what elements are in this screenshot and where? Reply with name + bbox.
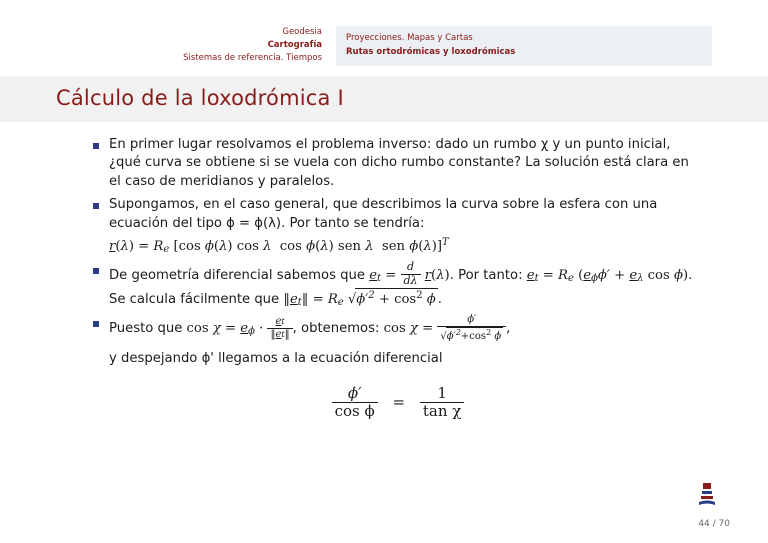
bullet-text-3: De geometría diferencial sabemos que et = $\frac{d}{d\lambda}$ r(λ). Por tanto: et = Re (eϕϕ′ + eλ cos ϕ). Se calcula fácilmente que ‖et‖ = Re $√\phi'^2 + \cos^2 \phi$ . — [109, 260, 693, 308]
institution-logo-icon — [698, 483, 716, 509]
page-number: 44 / 70 — [698, 519, 730, 529]
bullet-text-2: Supongamos, en el caso general, que describimos la curva sobre la esfera con una ecuación del tipo ϕ = ϕ(λ). Por tanto se tendría: — [109, 197, 658, 231]
bullet-text-4: Puesto que cos χ = eϕ · $\frac{et}{‖et‖}$ , obtenemos: cos χ = $\frac{\phi'}{√\phi'^2+\cos^2 \phi}$ , — [109, 314, 511, 342]
list-item — [92, 136, 704, 192]
slide-content — [0, 122, 768, 421]
page-title: Cálculo de la loxodrómica I — [56, 85, 344, 110]
header-subsection-item-0[interactable]: Proyecciones. Mapas y Cartas — [346, 33, 473, 43]
header-subsection-item-1[interactable]: Rutas ortodrómicas y loxodrómicas — [346, 46, 516, 57]
eq-lhs-numerator: ϕ′ — [332, 385, 378, 403]
header-subsection-nav — [336, 26, 712, 66]
eq-rhs-denominator: tan χ — [422, 402, 462, 421]
slide-header — [0, 0, 768, 66]
bullet-list — [92, 136, 704, 370]
bullet-text-1: En primer lugar resolvamos el problema inverso: dado un rumbo χ y un punto inicial, ¿qué curva se obtiene si se vuela con dicho rumbo constante? La solución está clara en el caso de meridianos y paralelos. — [109, 136, 689, 189]
list-item — [92, 314, 704, 369]
bullet-text-4-cont: y despejando ϕ' llegamos a la ecuación diferencial — [109, 351, 443, 367]
list-item — [92, 196, 704, 257]
eq-equals: = — [392, 393, 406, 412]
displayed-equation — [92, 385, 704, 421]
list-item — [92, 261, 704, 309]
eq-rhs-numerator: 1 — [420, 385, 465, 403]
eq-lhs-denominator: cos ϕ — [334, 402, 375, 421]
header-section-nav — [56, 26, 336, 66]
header-section-item-2[interactable]: Sistemas de referencia. Tiempos — [183, 53, 322, 64]
header-section-item-0[interactable]: Geodesia — [282, 27, 322, 37]
equation-vector-r: r(λ) = Re [cos ϕ(λ) cos λ cos ϕ(λ) sen λ sen ϕ(λ)]$^T$ — [109, 236, 449, 255]
title-bar — [0, 76, 768, 122]
header-section-item-1[interactable]: Cartografía — [267, 40, 322, 51]
